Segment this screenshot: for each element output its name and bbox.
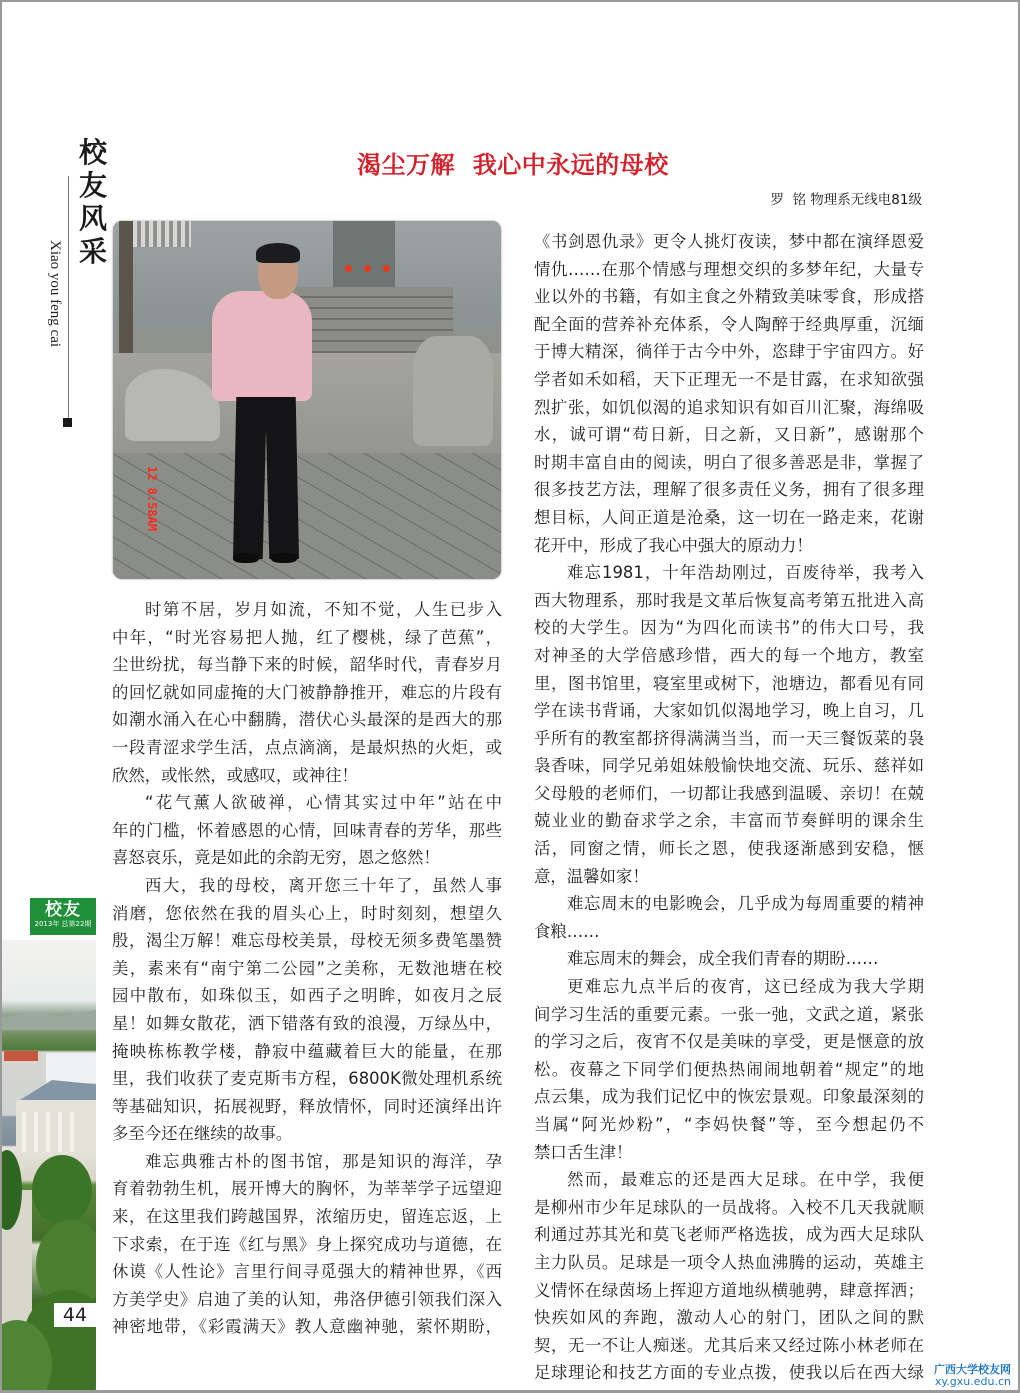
- section-title-char: 采: [78, 235, 107, 268]
- text-line: 如潮水涌入在心中翻腾，潜伏心头最深的是西大的那: [112, 710, 502, 730]
- text-line: 校的大学生。因为“为四化而读书”的伟大口号，我: [534, 618, 924, 638]
- text-line: 学在读书背诵，大家如饥似渴地学习，晚上自习，几: [534, 701, 924, 721]
- text-line: 兢业业的勤奋求学之余，丰富而节奏鲜明的课余生: [534, 811, 924, 831]
- text-line: 然而，最难忘的还是西大足球。在中学，我便: [567, 1170, 924, 1190]
- page-border-top: [0, 0, 1020, 2]
- text-line: 一段青涩求学生活，点点滴滴，是最炽热的火炬，或: [112, 737, 502, 757]
- badge-issue: 2013年 总第22期: [34, 920, 92, 928]
- section-title: [76, 136, 110, 268]
- text-line: 契，无一不让人痴迷。尤其后来又经过陈小林老师在: [534, 1335, 924, 1355]
- text-line: 里，图书馆里，寝室里或树下，池塘边，都看见有同: [534, 673, 924, 693]
- text-line: 利通过苏其光和莫飞老师严格选拔，成为西大足球队: [534, 1225, 924, 1245]
- text-line: 很多技艺方法，理解了很多责任义务，拥有了很多理: [534, 480, 924, 500]
- text-line: 休谟《人性论》言里行间寻觅强大的精神世界，《西: [112, 1262, 502, 1282]
- text-line: 年的门槛，怀着感恩的心情，回味青春的芳华，那些: [112, 820, 502, 840]
- text-line: 更难忘九点半后的夜宵，这已经成为我大学期: [567, 977, 924, 997]
- text-line: 花开中，形成了我心中强大的原动力！: [534, 535, 813, 555]
- text-line: 水，诚可谓“苟日新，日之新，又日新”，感谢那个: [534, 425, 924, 445]
- text-line: 《书剑恩仇录》更令人挑灯夜读，梦中都在演绎恩爱: [534, 232, 924, 251]
- text-line: 园中散布，如珠似玉，如西子之明眸，如夜月之辰: [112, 986, 502, 1006]
- text-line: 点云集，成为我们记忆中的恢宏景观。印象最深刻的: [534, 1087, 924, 1107]
- text-line: 来，在这里我们跨越国界，浓缩历史，留连忘返，上: [112, 1207, 502, 1227]
- text-line: 里，我们收获了麦克斯韦方程，6800K微处理机系统: [112, 1069, 502, 1089]
- section-title-char: 风: [78, 202, 107, 235]
- site-name: 广西大学校友网: [934, 1363, 1011, 1376]
- text-line: 西大物理系，那时我是文革后恢复高考第五批进入高: [534, 590, 924, 610]
- text-line: 欣然，或怅然，或感叹，或神往！: [112, 765, 358, 785]
- text-line: 是柳州市少年足球队的一员战将。入校不几天我就顺: [534, 1197, 924, 1217]
- text-line: 学者如禾如稻，天下正理无一不是甘露，在求知欲强: [534, 369, 924, 389]
- text-line: 难忘周末的舞会，成全我们青春的期盼……: [567, 949, 879, 969]
- text-line: 义情怀在绿茵场上挥迎方道地纵横驰骋，肆意挥洒；: [534, 1280, 924, 1300]
- article-byline: 罗 铭 物理系无线电81级: [770, 192, 922, 208]
- text-line: 主力队员。足球是一项令人热血沸腾的运动，英雄主: [534, 1252, 924, 1272]
- text-line: 松。夜幕之下同学们便热热闹闹地朝着“规定”的地: [534, 1059, 924, 1079]
- text-line: 难忘1981，十年浩劫刚过，百废待举，我考入: [567, 563, 924, 583]
- text-line: 中年，“时光容易把人抛，红了樱桃，绿了芭蕉”，: [112, 627, 502, 647]
- page-number: 44: [54, 1303, 96, 1327]
- text-line: 星！如舞女散花，洒下错落有致的浪漫，万绿丛中，: [112, 1013, 502, 1033]
- site-url: xy.gxu.edu.cn: [934, 1375, 1011, 1388]
- text-line: 对神圣的大学倍感珍惜，西大的每一个地方，教室: [534, 645, 924, 665]
- photo-date-stamp: [145, 466, 159, 566]
- text-line: 掩映栋栋教学楼，静寂中蕴藏着巨大的能量，在那: [112, 1041, 502, 1061]
- photo-date-stamp-text: 12 8:58AM: [145, 466, 159, 532]
- text-line: 想目标，人间正道是沧桑，这一切在一路走来，花谢: [534, 507, 924, 527]
- text-line: 配全面的营养补充体系，令人陶醉于经典厚重，沉缅: [534, 314, 924, 334]
- text-line: 足球理论和技艺方面的专业点拨，使我以后在西大绿: [534, 1363, 924, 1383]
- text-line: 乎所有的教室都挤得满满当当，而一天三餐饭菜的袅: [534, 728, 924, 748]
- text-line: 时期丰富自由的阅读，明白了很多善恶是非，掌握了: [534, 452, 924, 472]
- text-line: 意，温馨如家！: [534, 866, 649, 886]
- article-column-left: [112, 596, 502, 1341]
- text-line: 间学习生活的重要元素。一张一弛，文武之道，紧张: [534, 1004, 924, 1024]
- text-line: 袅香味，同学兄弟姐妹般愉快地交流、玩乐、慈祥如: [534, 756, 924, 776]
- text-line: 于博大精深，徜徉于古今中外，恣肆于宇宙四方。好: [534, 342, 924, 362]
- text-line: 快疾如风的奔跑，激动人心的射门，团队之间的默: [534, 1308, 924, 1328]
- text-line: 禁口舌生津！: [534, 1142, 633, 1162]
- text-line: 食粮……: [534, 921, 600, 941]
- text-line: 美，素来有“南宁第二公园”之美称，无数池塘在校: [112, 958, 502, 978]
- text-line: 难忘典雅古朴的图书馆，那是知识的海洋，孕: [145, 1151, 502, 1171]
- text-line: 父母般的老师们，一切都让我感到温暖、亲切！在兢: [534, 783, 924, 803]
- text-line: “花气薰人欲破禅，心情其实过中年”站在中: [145, 793, 502, 813]
- text-line: 神密地带，《彩霞满天》教人意幽神驰，萦怀期盼，: [112, 1317, 502, 1337]
- text-line: 喜怒哀乐，竟是如此的余韵无穷，恩之悠然！: [112, 848, 440, 868]
- text-line: 尘世纷扰，每当静下来的时候，韶华时代，青春岁月: [112, 655, 502, 675]
- section-title-char: 校: [78, 136, 107, 169]
- article-column-right: [534, 228, 924, 1387]
- text-line: 的回忆就如同虚掩的大门被静静推开，难忘的片段有: [112, 682, 502, 702]
- section-latin-text: Xiao you feng cai: [47, 240, 63, 348]
- author-photo: [113, 221, 501, 579]
- text-line: 情仇……在那个情感与理想交织的多梦年纪，大量专: [534, 259, 924, 279]
- text-line: 多至今还在继续的故事。: [112, 1124, 293, 1144]
- text-line: 难忘周末的电影晚会，几乎成为每周重要的精神: [567, 894, 924, 914]
- text-line: 等基础知识，拓展视野，释放情怀，同时还演绎出许: [112, 1096, 502, 1116]
- text-line: 消磨，您依然在我的眉头心上，时时刻刻，想望久: [112, 903, 502, 923]
- text-line: 活，同窗之情，师长之恩，使我逐渐感到安稳，惬: [534, 839, 924, 859]
- text-line: 方美学史》启迪了美的认知，弗洛伊德引领我们深入: [112, 1289, 502, 1309]
- section-marker-square: [63, 418, 72, 427]
- magazine-badge: [30, 898, 96, 935]
- text-line: 育着勃勃生机，展开博大的胸怀，为莘莘学子远望迎: [112, 1179, 502, 1199]
- section-divider-line: [68, 176, 69, 422]
- text-line: 时第不居，岁月如流，不知不觉，人生已步入: [145, 600, 502, 619]
- text-line: 当属“阿光炒粉”，“李妈快餐”等，至今想起仍不: [534, 1115, 924, 1134]
- text-line: 业以外的书籍，有如主食之外精致美味零食，形成搭: [534, 287, 924, 307]
- article-title: 渴尘万解 我心中永远的母校: [357, 151, 669, 179]
- text-line: 烈扩张，如饥似渴的追求知识有如百川汇聚，海绵吸: [534, 397, 924, 417]
- badge-title: 校友: [45, 900, 81, 920]
- section-latin-title: [46, 240, 64, 410]
- text-line: 下求索，在于连《红与黑》身上探究成功与道德，在: [112, 1234, 502, 1254]
- section-title-char: 友: [78, 169, 107, 202]
- site-credit: [934, 1364, 1011, 1388]
- text-line: 殷，渴尘万解！难忘母校美景，母校无须多费笔墨赞: [112, 931, 502, 951]
- text-line: 西大，我的母校，离开您三十年了，虽然人事: [145, 875, 502, 895]
- text-line: 的学习之后，夜宵不仅是美味的享受，更是惬意的放: [534, 1032, 924, 1052]
